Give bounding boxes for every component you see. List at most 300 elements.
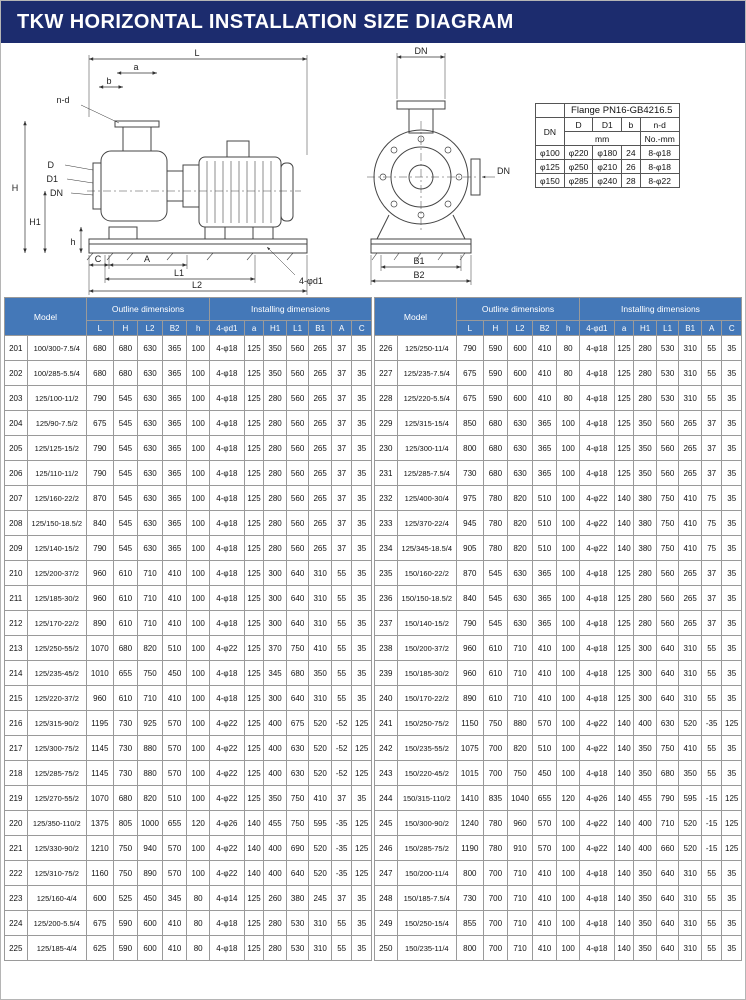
dimension-cell: 100	[557, 836, 580, 861]
dimension-cell: 140	[614, 736, 633, 761]
dimension-cell: 880	[508, 711, 533, 736]
row-number: 217	[5, 736, 28, 761]
dimension-cell: 140	[614, 811, 633, 836]
dimension-cell: 365	[532, 586, 557, 611]
dimension-cell: 400	[264, 761, 287, 786]
dimension-cell: 655	[113, 661, 138, 686]
model-cell: 125/125-15/2	[27, 436, 86, 461]
dimension-cell: 125	[244, 686, 263, 711]
dimension-cell: 100	[187, 436, 210, 461]
flange-value-cell: φ180	[593, 146, 622, 160]
dimension-cell: 410	[532, 636, 557, 661]
dimension-cell: 790	[456, 611, 483, 636]
dimension-cell: 350	[679, 761, 702, 786]
dimension-cell: 630	[508, 461, 533, 486]
dimension-cell: 350	[264, 361, 287, 386]
dimension-cell: 640	[656, 861, 679, 886]
dimension-cell: 37	[701, 436, 721, 461]
model-cell: 150/140-15/2	[397, 611, 456, 636]
dimension-cell: 750	[138, 661, 163, 686]
dimension-cell: 4-φ22	[579, 486, 614, 511]
dim-label-n-d: n-d	[56, 95, 70, 105]
table-row	[375, 611, 742, 636]
dimension-cell: 125	[244, 561, 263, 586]
dimension-cell: 545	[113, 461, 138, 486]
row-number: 226	[375, 336, 398, 361]
dimension-cell: 400	[634, 811, 657, 836]
table-row	[5, 911, 372, 936]
page-title: TKW HORIZONTAL INSTALLATION SIZE DIAGRAM	[1, 1, 745, 43]
dimension-cell: -52	[331, 711, 351, 736]
row-number: 233	[375, 511, 398, 536]
row-number: 241	[375, 711, 398, 736]
dimension-cell: 4-φ26	[209, 811, 244, 836]
dimension-cell: 520	[309, 736, 332, 761]
dimension-cell: 855	[456, 911, 483, 936]
table-row	[5, 336, 372, 361]
dimension-cell: 37	[701, 586, 721, 611]
dimension-cell: 280	[634, 561, 657, 586]
dimension-cell: 4-φ18	[579, 911, 614, 936]
model-cell: 125/160-22/2	[27, 486, 86, 511]
row-number: 225	[5, 936, 28, 961]
dimension-cell: 55	[331, 586, 351, 611]
dimension-cell: 365	[162, 461, 187, 486]
dimension-cell: 100	[187, 786, 210, 811]
col-h: h	[187, 321, 210, 336]
model-cell: 150/235-55/2	[397, 736, 456, 761]
col-a: a	[244, 321, 263, 336]
col-a: a	[614, 321, 633, 336]
dimension-cell: 710	[656, 811, 679, 836]
dimension-cell: 800	[456, 936, 483, 961]
row-number: 245	[375, 811, 398, 836]
flange-row	[536, 174, 680, 188]
dimension-cell: 4-φ22	[209, 736, 244, 761]
dimension-cell: 710	[138, 561, 163, 586]
dimension-cell: 310	[679, 911, 702, 936]
dimension-cell: 125	[722, 836, 742, 861]
dimension-cell: 265	[309, 361, 332, 386]
dimension-cell: 280	[264, 536, 287, 561]
dimension-cell: 520	[679, 811, 702, 836]
dimension-cell: 140	[614, 536, 633, 561]
model-cell: 150/315-110/2	[397, 786, 456, 811]
dimension-cell: 4-φ18	[209, 561, 244, 586]
model-cell: 150/220-45/2	[397, 761, 456, 786]
dimension-cell: 125	[614, 611, 633, 636]
dimension-cell: 100	[187, 536, 210, 561]
dimension-cell: 55	[701, 861, 721, 886]
dimension-cell: 55	[331, 611, 351, 636]
dimension-cell: 640	[656, 936, 679, 961]
dimension-cell: 4-φ18	[209, 661, 244, 686]
row-number: 219	[5, 786, 28, 811]
dimension-cell: 595	[679, 786, 702, 811]
dimension-cell: 570	[162, 861, 187, 886]
model-cell: 100/300-7.5/4	[27, 336, 86, 361]
dimension-cell: -35	[331, 811, 351, 836]
dimension-cell: 125	[244, 486, 263, 511]
model-cell: 150/250-15/4	[397, 911, 456, 936]
dimension-cell: 850	[456, 411, 483, 436]
dimension-cell: 960	[456, 661, 483, 686]
dimension-cell: 975	[456, 486, 483, 511]
dim-label-B1: B1	[413, 256, 425, 266]
dimension-cell: 800	[456, 861, 483, 886]
dimension-cell: 680	[483, 436, 508, 461]
dimension-cell: 4-φ18	[579, 436, 614, 461]
dimension-cell: 4-φ22	[209, 636, 244, 661]
table-row	[375, 836, 742, 861]
model-cell: 125/220-37/2	[27, 686, 86, 711]
dimension-cell: 560	[286, 486, 309, 511]
dimension-cell: 310	[679, 661, 702, 686]
dimension-cell: 4-φ18	[209, 461, 244, 486]
dimension-cell: 730	[113, 761, 138, 786]
dimension-cell: 680	[113, 636, 138, 661]
dimension-cell: 4-φ18	[579, 336, 614, 361]
table-row	[375, 561, 742, 586]
flange-unit-mm: mm	[564, 132, 640, 146]
dimension-cell: 280	[264, 386, 287, 411]
dimension-cell: 1010	[86, 661, 113, 686]
table-row	[5, 861, 372, 886]
dimension-cell: 35	[722, 436, 742, 461]
dimension-cell: 35	[352, 386, 372, 411]
table-row	[375, 461, 742, 486]
dimension-cell: 55	[701, 911, 721, 936]
model-cell: 125/150-18.5/2	[27, 511, 86, 536]
dimension-cell: 410	[532, 386, 557, 411]
dimension-cell: 100	[557, 486, 580, 511]
dimension-cell: 310	[309, 611, 332, 636]
dimension-cell: 675	[86, 911, 113, 936]
dimension-cell: 140	[614, 711, 633, 736]
row-number: 232	[375, 486, 398, 511]
dimension-cell: 125	[244, 536, 263, 561]
col-B1: B1	[309, 321, 332, 336]
table-row	[5, 586, 372, 611]
model-cell: 125/170-22/2	[27, 611, 86, 636]
flange-row	[536, 160, 680, 174]
dimension-cell: 300	[264, 686, 287, 711]
dimension-cell: 4-φ18	[209, 336, 244, 361]
dimension-cell: 1375	[86, 811, 113, 836]
dimension-cell: 280	[264, 936, 287, 961]
dimension-cell: 680	[113, 336, 138, 361]
dimension-cell: 140	[614, 911, 633, 936]
dimension-cell: 140	[614, 511, 633, 536]
dimension-cell: 265	[309, 411, 332, 436]
dimension-cell: 680	[113, 361, 138, 386]
dimension-cell: 710	[138, 686, 163, 711]
dimension-cell: 4-φ18	[209, 436, 244, 461]
dimension-cell: 35	[352, 911, 372, 936]
dimension-cell: 310	[309, 936, 332, 961]
dimension-cell: 1210	[86, 836, 113, 861]
table-row	[5, 936, 372, 961]
dimension-cell: 100	[187, 761, 210, 786]
row-number: 207	[5, 486, 28, 511]
dimension-cell: 960	[456, 636, 483, 661]
dimension-cell: 350	[634, 886, 657, 911]
dimension-cell: 350	[634, 461, 657, 486]
dimension-cell: 75	[701, 486, 721, 511]
flange-col-nd: n-d	[640, 118, 679, 132]
dimension-cell: 35	[722, 561, 742, 586]
dimension-cell: 35	[352, 561, 372, 586]
dimension-cell: 570	[532, 711, 557, 736]
col-C: C	[722, 321, 742, 336]
dimension-cell: 680	[113, 786, 138, 811]
dimension-cell: 800	[456, 436, 483, 461]
model-cell: 150/185-7.5/4	[397, 886, 456, 911]
dimension-cell: 4-φ18	[209, 911, 244, 936]
dimension-cell: 1000	[138, 811, 163, 836]
dimension-cell: 140	[614, 936, 633, 961]
dimension-cell: 100	[187, 586, 210, 611]
table-row	[375, 511, 742, 536]
dimension-cell: 710	[508, 936, 533, 961]
dimension-cell: 700	[483, 886, 508, 911]
dimension-cell: 410	[162, 611, 187, 636]
dimension-cell: 960	[86, 586, 113, 611]
dimension-cell: 960	[86, 686, 113, 711]
table-row	[5, 561, 372, 586]
dimension-cell: -52	[331, 761, 351, 786]
dimension-cell: 100	[557, 686, 580, 711]
dimension-cell: 630	[508, 586, 533, 611]
dimension-cell: 610	[113, 686, 138, 711]
dimension-cell: 400	[264, 736, 287, 761]
flange-empty-cell	[536, 104, 565, 118]
dimension-cell: 100	[557, 411, 580, 436]
model-cell: 150/285-75/2	[397, 836, 456, 861]
dimension-cell: 365	[162, 336, 187, 361]
dimension-cell: 750	[656, 536, 679, 561]
dimension-cell: 310	[679, 386, 702, 411]
dimension-cell: 595	[309, 811, 332, 836]
dimension-cell: 37	[331, 411, 351, 436]
table-row	[5, 786, 372, 811]
row-number: 236	[375, 586, 398, 611]
dimension-cell: 4-φ18	[579, 561, 614, 586]
dimension-cell: 265	[679, 411, 702, 436]
dimension-cell: 750	[656, 486, 679, 511]
dimension-cell: 100	[187, 686, 210, 711]
dimension-cell: 545	[113, 511, 138, 536]
dimension-cell: 80	[187, 911, 210, 936]
model-cell: 125/345-18.5/4	[397, 536, 456, 561]
dimension-cell: 590	[483, 386, 508, 411]
dimension-cell: 125	[352, 836, 372, 861]
dimension-cell: 100	[557, 886, 580, 911]
dimension-cell: 265	[679, 436, 702, 461]
dim-label-b: b	[106, 76, 112, 86]
flange-dn-cell: φ150	[536, 174, 565, 188]
dimension-cell: 630	[508, 561, 533, 586]
dimension-cell: -15	[701, 811, 721, 836]
model-cell: 150/150-18.5/2	[397, 586, 456, 611]
model-cell: 125/250-55/2	[27, 636, 86, 661]
dimension-cell: 700	[483, 736, 508, 761]
dimension-cell: 37	[331, 361, 351, 386]
dimension-cell: 590	[113, 911, 138, 936]
dimension-cell: 870	[456, 561, 483, 586]
dimension-cell: 140	[614, 886, 633, 911]
dimension-cell: 100	[557, 811, 580, 836]
dimension-cell: 4-φ18	[209, 936, 244, 961]
dimension-cell: 37	[331, 511, 351, 536]
dimension-cell: 840	[456, 586, 483, 611]
dimension-cell: 125	[244, 911, 263, 936]
row-number: 227	[375, 361, 398, 386]
flange-unit-nomm: No.-mm	[640, 132, 679, 146]
dimension-cell: 310	[309, 686, 332, 711]
dimension-cell: 280	[264, 511, 287, 536]
dimension-cell: 4-φ22	[209, 786, 244, 811]
dimension-cell: 300	[634, 661, 657, 686]
dimension-cell: 4-φ18	[579, 386, 614, 411]
dimension-cell: 37	[331, 386, 351, 411]
row-number: 237	[375, 611, 398, 636]
dimension-cell: 350	[634, 936, 657, 961]
dimension-cell: 520	[309, 836, 332, 861]
dimension-cell: 940	[138, 836, 163, 861]
dimension-cell: 410	[532, 361, 557, 386]
dimension-cell: 790	[86, 536, 113, 561]
table-row	[5, 811, 372, 836]
dimension-cell: 4-φ18	[579, 461, 614, 486]
dimension-cell: 380	[634, 511, 657, 536]
row-number: 210	[5, 561, 28, 586]
flange-dn-cell: φ100	[536, 146, 565, 160]
dimension-cell: 4-φ18	[209, 411, 244, 436]
row-number: 242	[375, 736, 398, 761]
dimension-cell: 265	[309, 536, 332, 561]
dimension-cell: 1075	[456, 736, 483, 761]
dimension-cell: 35	[722, 511, 742, 536]
dimension-cell: 410	[679, 511, 702, 536]
model-cell: 125/285-75/2	[27, 761, 86, 786]
table-row	[375, 361, 742, 386]
side-view-dimensions	[25, 55, 307, 295]
dimension-cell: 400	[264, 711, 287, 736]
table-row	[375, 336, 742, 361]
dimension-table-right	[374, 297, 742, 961]
col-L1: L1	[656, 321, 679, 336]
dimension-cell: 35	[352, 436, 372, 461]
dimension-cell: 455	[264, 811, 287, 836]
dimension-cell: 560	[286, 461, 309, 486]
dimension-cell: 510	[532, 536, 557, 561]
outline-dimensions-header: Outline dimensions	[86, 298, 209, 321]
dimension-cell: 820	[138, 636, 163, 661]
dimension-cell: 35	[352, 461, 372, 486]
row-number: 211	[5, 586, 28, 611]
dimension-cell: 55	[701, 761, 721, 786]
row-number: 220	[5, 811, 28, 836]
dimension-cell: 280	[634, 336, 657, 361]
dimension-cell: 55	[701, 386, 721, 411]
dimension-cell: 4-φ18	[209, 686, 244, 711]
dimension-cell: 35	[352, 686, 372, 711]
dimension-cell: 125	[244, 711, 263, 736]
model-cell: 150/235-11/4	[397, 936, 456, 961]
dimension-cell: 37	[701, 461, 721, 486]
dimension-cell: 125	[614, 561, 633, 586]
dimension-cell: 4-φ18	[579, 636, 614, 661]
dimension-cell: 125	[614, 636, 633, 661]
table-row	[375, 661, 742, 686]
dimension-cell: 730	[113, 711, 138, 736]
table-row	[375, 761, 742, 786]
dimension-cell: 520	[309, 861, 332, 886]
dimension-cell: 530	[656, 336, 679, 361]
dimension-cell: 400	[634, 836, 657, 861]
dimension-cell: 365	[162, 436, 187, 461]
dimension-cell: 310	[679, 361, 702, 386]
dimension-cell: 100	[187, 461, 210, 486]
dimension-cell: 610	[483, 636, 508, 661]
row-number: 223	[5, 886, 28, 911]
dimension-cell: 560	[286, 361, 309, 386]
pump-front-view	[367, 101, 480, 260]
dimension-cell: 680	[656, 761, 679, 786]
dimension-cell: 530	[286, 911, 309, 936]
row-number: 215	[5, 686, 28, 711]
diagram-section	[1, 43, 745, 295]
dimension-cell: 610	[113, 586, 138, 611]
table-row	[5, 636, 372, 661]
dimension-cell: 630	[138, 436, 163, 461]
dimension-cell: 100	[557, 936, 580, 961]
dimension-cell: 630	[286, 736, 309, 761]
dimension-cell: 410	[532, 861, 557, 886]
dimension-cell: 570	[162, 836, 187, 861]
dimension-cell: 125	[614, 436, 633, 461]
row-number: 213	[5, 636, 28, 661]
dimension-cell: 75	[701, 511, 721, 536]
dimension-cell: 37	[701, 561, 721, 586]
model-cell: 125/270-55/2	[27, 786, 86, 811]
table-row	[375, 636, 742, 661]
model-cell: 125/300-75/2	[27, 736, 86, 761]
model-cell: 150/160-22/2	[397, 561, 456, 586]
dimension-cell: 710	[138, 611, 163, 636]
dimension-cell: -35	[701, 711, 721, 736]
dimension-cell: 100	[557, 511, 580, 536]
dimension-cell: 750	[656, 511, 679, 536]
dimension-cell: 350	[634, 861, 657, 886]
flange-value-cell: φ250	[564, 160, 593, 174]
dimension-cell: 630	[138, 386, 163, 411]
table-row	[375, 386, 742, 411]
dimension-cell: 560	[656, 436, 679, 461]
dimension-cell: 100	[557, 436, 580, 461]
dimension-cell: 610	[113, 561, 138, 586]
dimension-cell: 300	[264, 561, 287, 586]
dimension-cell: 280	[264, 911, 287, 936]
dimension-cell: 545	[483, 611, 508, 636]
dimension-cell: 265	[679, 561, 702, 586]
installing-dimensions-header: Installing dimensions	[209, 298, 371, 321]
table-row	[5, 436, 372, 461]
dimension-cell: 125	[244, 586, 263, 611]
dimension-cell: 640	[286, 611, 309, 636]
dimension-cell: 640	[286, 686, 309, 711]
